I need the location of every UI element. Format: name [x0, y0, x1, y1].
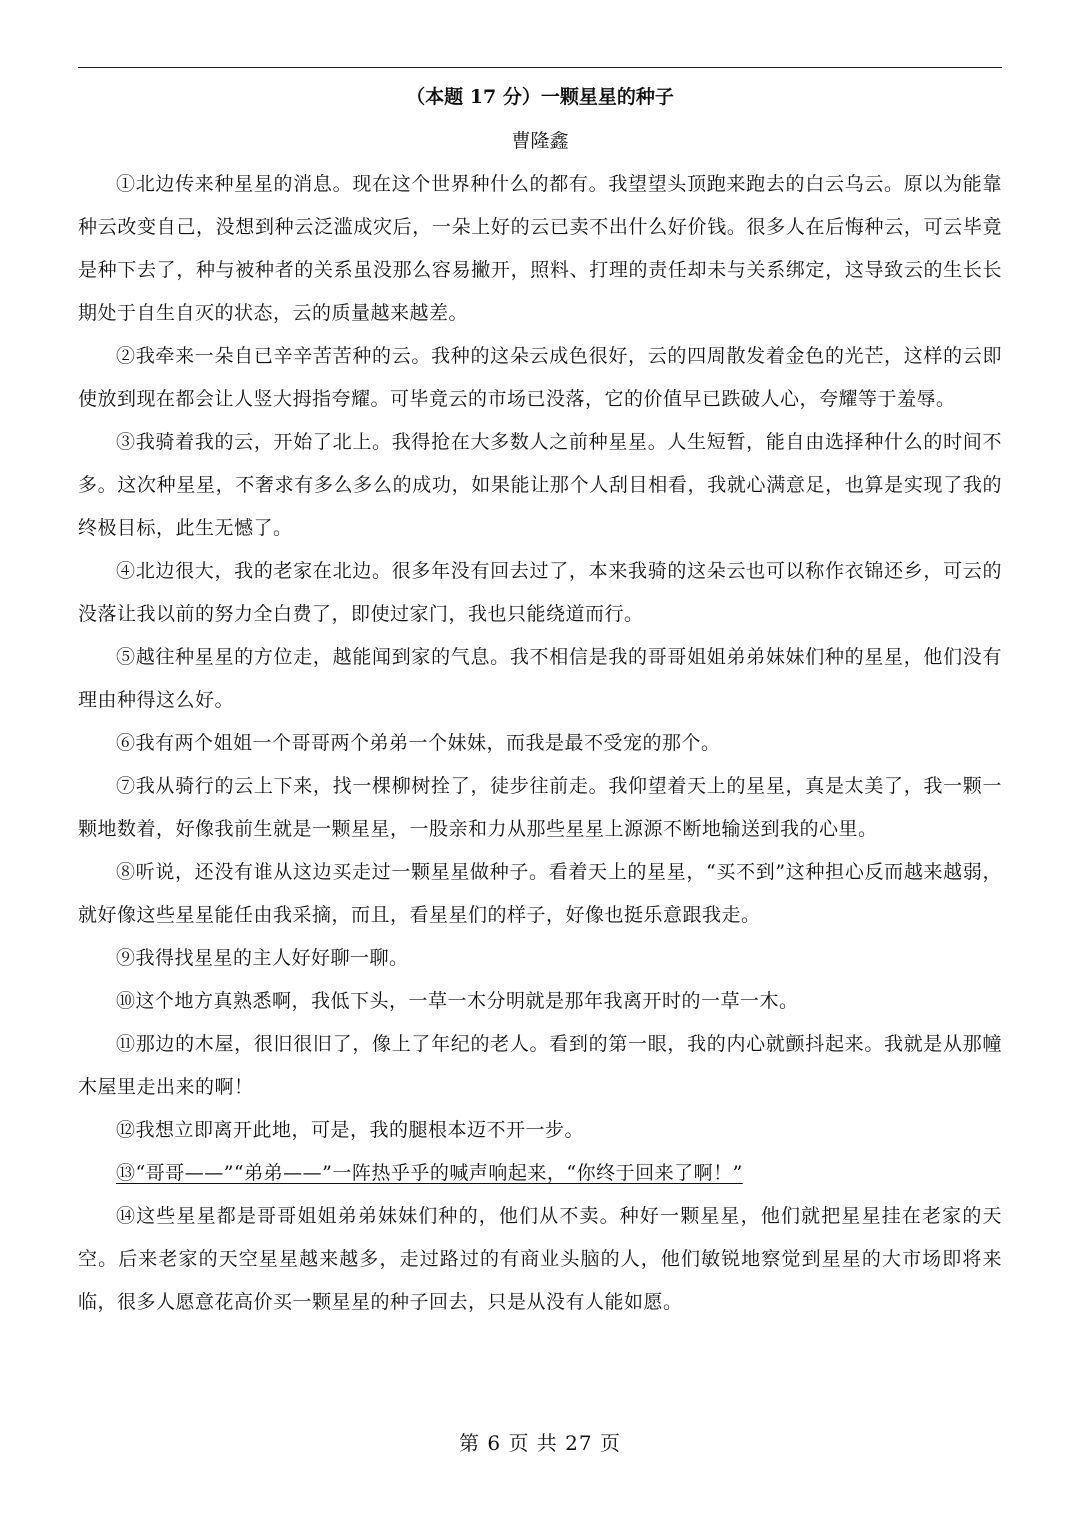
paragraph-7: ⑦我从骑行的云上下来，找一棵柳树拴了，徒步往前走。我仰望着天上的星星，真是太美了，我一颗一颗地数着，好像我前生就是一颗星星，一股亲和力从那些星星上源源不断地输送到我的心里。: [78, 775, 1002, 840]
paragraph-1: ①北边传来种星星的消息。现在这个世界种什么的都有。我望望头顶跑来跑去的白云乌云。原以为能靠种云改变自己，没想到种云泛滥成灾后，一朵上好的云已卖不出什么好价钱。很多人在后悔种云，可云毕竟是种下去了，种与被种者的关系虽没那么容易撇开，照料、打理的责任却未与关系绑定，这导致云的生长长期处于自生自灭的状态，云的质量越来越差。: [78, 173, 1002, 324]
paragraph-14: ⑭这些星星都是哥哥姐姐弟弟妹妹们种的，他们从不卖。种好一颗星星，他们就把星星挂在老家的天空。后来老家的天空星星越来越多，走过路过的有商业头脑的人，他们敏锐地察觉到星星的大市场即将来临，很多人愿意花高价买一颗星星的种子回去，只是从没有人能如愿。: [78, 1205, 1002, 1313]
paragraph-2: ②我牵来一朵自已辛辛苦苦种的云。我种的这朵云成色很好，云的四周散发着金色的光芒，这样的云即使放到现在都会让人竖大拇指夸耀。可毕竟云的市场已没落，它的价值早已跌破人心，夸耀等于羞辱。: [78, 345, 1002, 410]
passage-author: 曹隆鑫: [511, 130, 569, 152]
paragraph-9: ⑨我得找星星的主人好好聊一聊。: [116, 947, 409, 969]
paragraph-6: ⑥我有两个姐姐一个哥哥两个弟弟一个妹妹，而我是最不受宠的那个。: [116, 732, 721, 754]
paragraph-3: ③我骑着我的云，开始了北上。我得抢在大多数人之前种星星。人生短暂，能自由选择种什么的时间不多。这次种星星，不奢求有多么多么的成功，如果能让那个人刮目相看，我就心满意足，也算是实现了我的终极目标，此生无憾了。: [78, 431, 1002, 539]
underlined-sentence: ⑬“哥哥——”“弟弟——”一阵热乎乎的喊声响起来，“你终于回来了啊！”: [116, 1162, 743, 1184]
passage-title: （本题 17 分）一颗星星的种子: [406, 86, 674, 108]
paragraph-12: ⑫我想立即离开此地，可是，我的腿根本迈不开一步。: [116, 1119, 585, 1141]
paragraph-10: ⑩这个地方真熟悉啊，我低下头，一草一木分明就是那年我离开时的一草一木。: [116, 990, 799, 1012]
paragraph-8: ⑧听说，还没有谁从这边买走过一颗星星做种子。看着天上的星星，“买不到”这种担心反而越来越弱，就好像这些星星能任由我采摘，而且，看星星们的样子，好像也挺乐意跟我走。: [78, 861, 1002, 926]
header-divider-line: [78, 67, 1002, 68]
document-body: [78, 82, 1002, 1324]
page-number-footer: 第 6 页 共 27 页: [459, 1431, 621, 1455]
paragraph-4: ④北边很大，我的老家在北边。很多年没有回去过了，本来我骑的这朵云也可以称作衣锦还乡，可云的没落让我以前的努力全白费了，即使过家门，我也只能绕道而行。: [78, 560, 1002, 625]
paragraph-5: ⑤越往种星星的方位走，越能闻到家的气息。我不相信是我的哥哥姐姐弟弟妹妹们种的星星，他们没有理由种得这么好。: [78, 646, 1002, 711]
paragraph-13-underlined: [78, 1152, 1002, 1195]
paragraph-11: ⑪那边的木屋，很旧很旧了，像上了年纪的老人。看到的第一眼，我的内心就颤抖起来。我就是从那幢木屋里走出来的啊！: [78, 1033, 1002, 1098]
